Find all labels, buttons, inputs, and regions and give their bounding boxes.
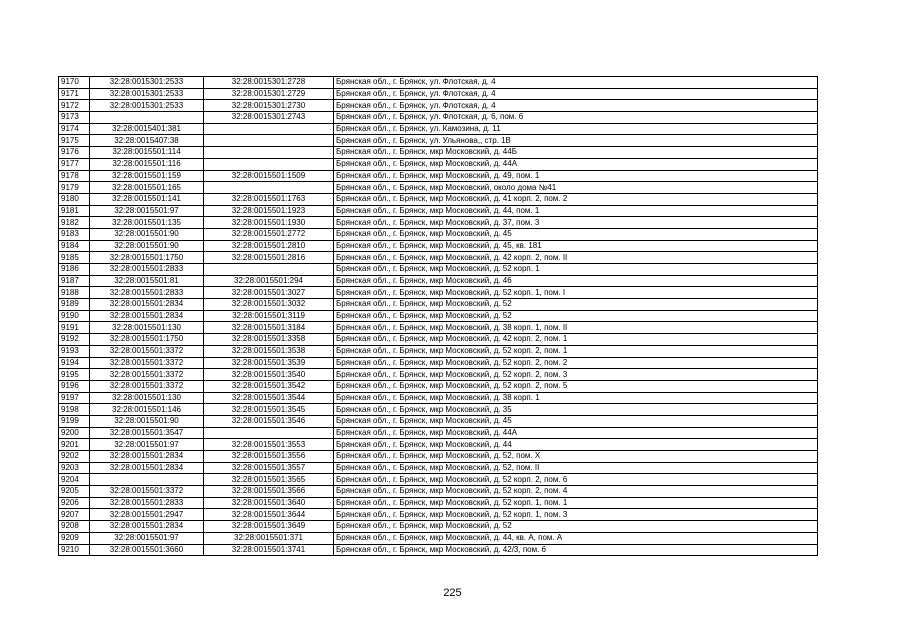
address-cell: Брянская обл., г. Брянск, мкр Московский, д. 44, кв. А, пом. А [334, 532, 818, 544]
row-number-cell: 9189 [59, 299, 90, 311]
object-number-cell: 32:28:0015501:2810 [204, 240, 334, 252]
address-cell: Брянская обл., г. Брянск, мкр Московский, д. 35 [334, 404, 818, 416]
cadastral-number-cell: 32:28:0015501:97 [90, 439, 204, 451]
table-row [59, 404, 818, 416]
row-number-cell: 9184 [59, 240, 90, 252]
row-number-cell: 9175 [59, 135, 90, 147]
object-number-cell: 32:28:0015501:3027 [204, 287, 334, 299]
row-number-cell: 9192 [59, 334, 90, 346]
row-number-cell: 9182 [59, 217, 90, 229]
object-number-cell [204, 147, 334, 159]
address-cell: Брянская обл., г. Брянск, ул. Флотская, д. 6, пом. 6 [334, 112, 818, 124]
address-cell: Брянская обл., г. Брянск, мкр Московский, д. 52 корп. 1, пом. I [334, 287, 818, 299]
row-number-cell: 9195 [59, 369, 90, 381]
page-number: 225 [443, 587, 462, 599]
object-number-cell: 32:28:0015301:2728 [204, 77, 334, 89]
table-row [59, 509, 818, 521]
row-number-cell: 9201 [59, 439, 90, 451]
cadastral-number-cell: 32:28:0015501:2834 [90, 451, 204, 463]
row-number-cell: 9183 [59, 228, 90, 240]
cadastral-number-cell: 32:28:0015501:130 [90, 392, 204, 404]
address-cell: Брянская обл., г. Брянск, ул. Ульянова,, стр. 1В [334, 135, 818, 147]
object-number-cell: 32:28:0015501:1763 [204, 193, 334, 205]
object-number-cell: 32:28:0015501:3540 [204, 369, 334, 381]
cadastral-number-cell: 32:28:0015501:2947 [90, 509, 204, 521]
row-number-cell: 9210 [59, 544, 90, 556]
cadastral-number-cell: 32:28:0015501:90 [90, 240, 204, 252]
object-number-cell: 32:28:0015501:3539 [204, 357, 334, 369]
address-cell: Брянская обл., г. Брянск, ул. Флотская, д. 4 [334, 88, 818, 100]
address-cell: Брянская обл., г. Брянск, мкр Московский, д. 44А [334, 427, 818, 439]
table-row [59, 357, 818, 369]
registry-table [58, 76, 818, 556]
object-number-cell: 32:28:0015501:3538 [204, 345, 334, 357]
table-row [59, 415, 818, 427]
object-number-cell: 32:28:0015501:3544 [204, 392, 334, 404]
object-number-cell: 32:28:0015501:1930 [204, 217, 334, 229]
row-number-cell: 9185 [59, 252, 90, 264]
address-cell: Брянская обл., г. Брянск, мкр Московский, д. 52 корп. 2, пом. 4 [334, 486, 818, 498]
object-number-cell: 32:28:0015501:3566 [204, 486, 334, 498]
address-cell: Брянская обл., г. Брянск, мкр Московский, д. 52 корп. 2, пом. 5 [334, 380, 818, 392]
object-number-cell: 32:28:0015501:3553 [204, 439, 334, 451]
table-row [59, 193, 818, 205]
cadastral-number-cell: 32:28:0015501:3372 [90, 486, 204, 498]
cadastral-number-cell [90, 112, 204, 124]
object-number-cell: 32:28:0015301:2743 [204, 112, 334, 124]
table-row [59, 275, 818, 287]
row-number-cell: 9177 [59, 158, 90, 170]
cadastral-number-cell: 32:28:0015501:1750 [90, 252, 204, 264]
table-row [59, 147, 818, 159]
address-cell: Брянская обл., г. Брянск, мкр Московский, д. 52 корп. 1, пом. 1 [334, 497, 818, 509]
address-cell: Брянская обл., г. Брянск, мкр Московский, д. 52 [334, 310, 818, 322]
object-number-cell: 32:28:0015501:3358 [204, 334, 334, 346]
table-row [59, 112, 818, 124]
cadastral-number-cell: 32:28:0015501:81 [90, 275, 204, 287]
cadastral-number-cell: 32:28:0015501:97 [90, 205, 204, 217]
object-number-cell: 32:28:0015301:2729 [204, 88, 334, 100]
table-row [59, 544, 818, 556]
address-cell: Брянская обл., г. Брянск, мкр Московский, д. 49, пом. 1 [334, 170, 818, 182]
object-number-cell: 32:28:0015501:294 [204, 275, 334, 287]
cadastral-number-cell: 32:28:0015301:2533 [90, 77, 204, 89]
cadastral-number-cell: 32:28:0015501:2833 [90, 497, 204, 509]
address-cell: Брянская обл., г. Брянск, мкр Московский, д. 45 [334, 415, 818, 427]
table-row [59, 217, 818, 229]
address-cell: Брянская обл., г. Брянск, ул. Камозина, д. 11 [334, 123, 818, 135]
table-row [59, 252, 818, 264]
object-number-cell: 32:28:0015501:3649 [204, 521, 334, 533]
address-cell: Брянская обл., г. Брянск, мкр Московский, д. 52 корп. 2, пом. 1 [334, 345, 818, 357]
row-number-cell: 9191 [59, 322, 90, 334]
table-row [59, 369, 818, 381]
address-cell: Брянская обл., г. Брянск, мкр Московский, д. 44Б [334, 147, 818, 159]
address-cell: Брянская обл., г. Брянск, мкр Московский, д. 42 корп. 2, пом. 1 [334, 334, 818, 346]
table-row [59, 439, 818, 451]
object-number-cell [204, 135, 334, 147]
object-number-cell: 32:28:0015501:3565 [204, 474, 334, 486]
table-row [59, 264, 818, 276]
object-number-cell [204, 264, 334, 276]
row-number-cell: 9208 [59, 521, 90, 533]
address-cell: Брянская обл., г. Брянск, мкр Московский, д. 41 корп. 2, пом. 2 [334, 193, 818, 205]
address-cell: Брянская обл., г. Брянск, мкр Московский, д. 52 корп. 1 [334, 264, 818, 276]
address-cell: Брянская обл., г. Брянск, мкр Московский, д. 38 корп. 1, пом. II [334, 322, 818, 334]
table-row [59, 182, 818, 194]
table-row [59, 205, 818, 217]
row-number-cell: 9198 [59, 404, 90, 416]
cadastral-number-cell: 32:28:0015501:3547 [90, 427, 204, 439]
object-number-cell [204, 182, 334, 194]
table-row [59, 158, 818, 170]
address-cell: Брянская обл., г. Брянск, мкр Московский, д. 45 [334, 228, 818, 240]
table-row [59, 77, 818, 89]
address-cell: Брянская обл., г. Брянск, мкр Московский, д. 45, кв. 181 [334, 240, 818, 252]
table-row [59, 474, 818, 486]
row-number-cell: 9206 [59, 497, 90, 509]
table-row [59, 427, 818, 439]
cadastral-number-cell: 32:28:0015501:141 [90, 193, 204, 205]
cadastral-number-cell: 32:28:0015501:97 [90, 532, 204, 544]
row-number-cell: 9187 [59, 275, 90, 287]
cadastral-number-cell: 32:28:0015501:159 [90, 170, 204, 182]
registry-table-body [59, 77, 818, 556]
object-number-cell: 32:28:0015501:3545 [204, 404, 334, 416]
cadastral-number-cell: 32:28:0015501:3372 [90, 380, 204, 392]
cadastral-number-cell: 32:28:0015501:130 [90, 322, 204, 334]
address-cell: Брянская обл., г. Брянск, мкр Московский, д. 52 [334, 299, 818, 311]
row-number-cell: 9200 [59, 427, 90, 439]
row-number-cell: 9204 [59, 474, 90, 486]
cadastral-number-cell: 32:28:0015501:90 [90, 415, 204, 427]
cadastral-number-cell: 32:28:0015501:135 [90, 217, 204, 229]
row-number-cell: 9188 [59, 287, 90, 299]
address-cell: Брянская обл., г. Брянск, мкр Московский, д. 52 корп. 2, пом. 2 [334, 357, 818, 369]
cadastral-number-cell: 32:28:0015501:2833 [90, 287, 204, 299]
cadastral-number-cell: 32:28:0015501:116 [90, 158, 204, 170]
row-number-cell: 9172 [59, 100, 90, 112]
cadastral-number-cell: 32:28:0015501:2834 [90, 521, 204, 533]
address-cell: Брянская обл., г. Брянск, мкр Московский, д. 52 [334, 521, 818, 533]
table-row [59, 287, 818, 299]
object-number-cell: 32:28:0015501:3542 [204, 380, 334, 392]
object-number-cell: 32:28:0015301:2730 [204, 100, 334, 112]
cadastral-number-cell: 32:28:0015301:2533 [90, 100, 204, 112]
address-cell: Брянская обл., г. Брянск, мкр Московский, д. 38 корп. 1 [334, 392, 818, 404]
row-number-cell: 9203 [59, 462, 90, 474]
address-cell: Брянская обл., г. Брянск, мкр Московский, д. 52 корп. 1, пом. 3 [334, 509, 818, 521]
row-number-cell: 9171 [59, 88, 90, 100]
cadastral-number-cell: 32:28:0015501:90 [90, 228, 204, 240]
cadastral-number-cell: 32:28:0015401:381 [90, 123, 204, 135]
address-cell: Брянская обл., г. Брянск, мкр Московский, д. 42/3, пом. 6 [334, 544, 818, 556]
address-cell: Брянская обл., г. Брянск, мкр Московский, д. 46 [334, 275, 818, 287]
table-row [59, 532, 818, 544]
cadastral-number-cell: 32:28:0015501:2834 [90, 462, 204, 474]
table-row [59, 88, 818, 100]
row-number-cell: 9209 [59, 532, 90, 544]
cadastral-number-cell: 32:28:0015301:2533 [90, 88, 204, 100]
row-number-cell: 9170 [59, 77, 90, 89]
cadastral-number-cell: 32:28:0015407:38 [90, 135, 204, 147]
table-row [59, 380, 818, 392]
row-number-cell: 9179 [59, 182, 90, 194]
object-number-cell: 32:28:0015501:3032 [204, 299, 334, 311]
table-row [59, 345, 818, 357]
table-row [59, 240, 818, 252]
object-number-cell: 32:28:0015501:1923 [204, 205, 334, 217]
object-number-cell: 32:28:0015501:3644 [204, 509, 334, 521]
table-row [59, 392, 818, 404]
row-number-cell: 9176 [59, 147, 90, 159]
table-row [59, 322, 818, 334]
address-cell: Брянская обл., г. Брянск, мкр Московский, д. 52 корп. 2, пом. 3 [334, 369, 818, 381]
row-number-cell: 9181 [59, 205, 90, 217]
row-number-cell: 9205 [59, 486, 90, 498]
object-number-cell: 32:28:0015501:3741 [204, 544, 334, 556]
object-number-cell: 32:28:0015501:3556 [204, 451, 334, 463]
address-cell: Брянская обл., г. Брянск, мкр Московский, д. 52, пом. X [334, 451, 818, 463]
object-number-cell: 32:28:0015501:371 [204, 532, 334, 544]
address-cell: Брянская обл., г. Брянск, мкр Московский, д. 44, пом. 1 [334, 205, 818, 217]
object-number-cell: 32:28:0015501:3184 [204, 322, 334, 334]
cadastral-number-cell: 32:28:0015501:114 [90, 147, 204, 159]
table-row [59, 123, 818, 135]
table-row [59, 486, 818, 498]
table-row [59, 497, 818, 509]
cadastral-number-cell: 32:28:0015501:2833 [90, 264, 204, 276]
row-number-cell: 9207 [59, 509, 90, 521]
object-number-cell: 32:28:0015501:3640 [204, 497, 334, 509]
row-number-cell: 9202 [59, 451, 90, 463]
cadastral-number-cell: 32:28:0015501:1750 [90, 334, 204, 346]
table-row [59, 521, 818, 533]
cadastral-number-cell: 32:28:0015501:2834 [90, 310, 204, 322]
object-number-cell: 32:28:0015501:3119 [204, 310, 334, 322]
row-number-cell: 9193 [59, 345, 90, 357]
address-cell: Брянская обл., г. Брянск, мкр Московский, д. 52, пом. II [334, 462, 818, 474]
row-number-cell: 9199 [59, 415, 90, 427]
row-number-cell: 9174 [59, 123, 90, 135]
table-row [59, 299, 818, 311]
table-row [59, 334, 818, 346]
cadastral-number-cell: 32:28:0015501:165 [90, 182, 204, 194]
address-cell: Брянская обл., г. Брянск, ул. Флотская, д. 4 [334, 100, 818, 112]
row-number-cell: 9196 [59, 380, 90, 392]
object-number-cell [204, 158, 334, 170]
cadastral-number-cell [90, 474, 204, 486]
cadastral-number-cell: 32:28:0015501:2834 [90, 299, 204, 311]
row-number-cell: 9194 [59, 357, 90, 369]
row-number-cell: 9178 [59, 170, 90, 182]
object-number-cell: 32:28:0015501:2772 [204, 228, 334, 240]
table-row [59, 310, 818, 322]
address-cell: Брянская обл., г. Брянск, мкр Московский, д. 44 [334, 439, 818, 451]
cadastral-number-cell: 32:28:0015501:3372 [90, 357, 204, 369]
address-cell: Брянская обл., г. Брянск, мкр Московский, д. 44А [334, 158, 818, 170]
object-number-cell: 32:28:0015501:2816 [204, 252, 334, 264]
table-row [59, 451, 818, 463]
object-number-cell [204, 123, 334, 135]
table-row [59, 170, 818, 182]
address-cell: Брянская обл., г. Брянск, мкр Московский, д. 42 корп. 2, пом. II [334, 252, 818, 264]
cadastral-number-cell: 32:28:0015501:3660 [90, 544, 204, 556]
row-number-cell: 9180 [59, 193, 90, 205]
table-row [59, 135, 818, 147]
cadastral-number-cell: 32:28:0015501:3372 [90, 369, 204, 381]
object-number-cell [204, 427, 334, 439]
table-row [59, 100, 818, 112]
object-number-cell: 32:28:0015501:1509 [204, 170, 334, 182]
table-row [59, 462, 818, 474]
address-cell: Брянская обл., г. Брянск, мкр Московский, около дома №41 [334, 182, 818, 194]
cadastral-number-cell: 32:28:0015501:146 [90, 404, 204, 416]
row-number-cell: 9173 [59, 112, 90, 124]
object-number-cell: 32:28:0015501:3557 [204, 462, 334, 474]
table-row [59, 228, 818, 240]
cadastral-number-cell: 32:28:0015501:3372 [90, 345, 204, 357]
address-cell: Брянская обл., г. Брянск, ул. Флотская, д. 4 [334, 77, 818, 89]
object-number-cell: 32:28:0015501:3546 [204, 415, 334, 427]
address-cell: Брянская обл., г. Брянск, мкр Московский, д. 52 корп. 2, пом. 6 [334, 474, 818, 486]
address-cell: Брянская обл., г. Брянск, мкр Московский, д. 37, пом. 3 [334, 217, 818, 229]
row-number-cell: 9190 [59, 310, 90, 322]
row-number-cell: 9186 [59, 264, 90, 276]
row-number-cell: 9197 [59, 392, 90, 404]
